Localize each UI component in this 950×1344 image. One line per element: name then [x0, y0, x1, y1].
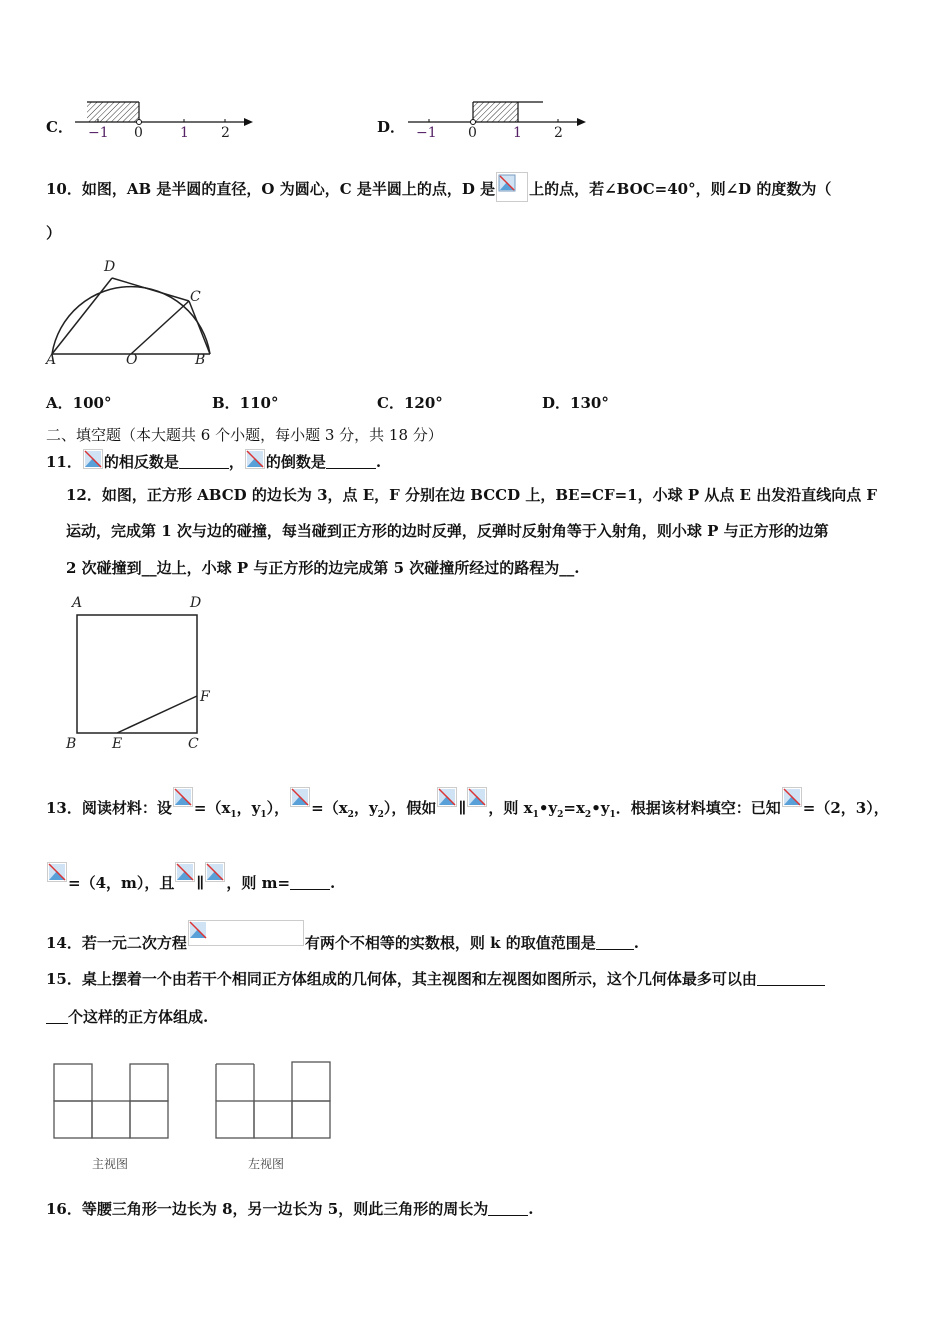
option-c-label: C．: [46, 118, 73, 136]
question-12-line2: 运动，完成第 1 次与边的碰撞，每当碰到正方形的边时反弹，反弹时反射角等于入射角，则小球 P 与正方形的边第: [66, 522, 829, 540]
broken-image-icon: [437, 787, 457, 807]
option-d-label: D．: [377, 118, 406, 136]
subscript: 1: [260, 810, 267, 820]
tick-label: 2: [221, 125, 230, 141]
tick-label: 1: [180, 125, 189, 141]
text: =x: [563, 799, 585, 817]
text: •y: [538, 799, 558, 817]
subscript: 1: [230, 810, 237, 820]
point-label-a: A: [72, 595, 83, 611]
question-11-part2: ，: [228, 453, 244, 471]
option-a: A．100°: [46, 394, 112, 412]
question-10-line1: [46, 172, 831, 202]
point-label-b: B: [66, 736, 77, 752]
broken-image-icon: [467, 787, 487, 807]
question-13-line1: [46, 787, 889, 826]
text: 15．桌上摆着一个由若干个相同正方体组成的几何体，其主视图和左视图如图所示，这个几何体最多可以由: [46, 970, 757, 988]
question-number: 11．: [46, 453, 82, 471]
subscript: 2: [347, 810, 354, 820]
subscript: 1: [609, 810, 616, 820]
question-10-text-b: 上的点，若∠BOC=40°，则∠D 的度数为（: [529, 180, 832, 198]
text: .: [330, 874, 336, 892]
point-label-a: A: [46, 352, 57, 368]
left-view-figure: [212, 1060, 334, 1140]
answer-blank[interactable]: [290, 875, 330, 890]
question-14: [46, 920, 639, 954]
tick-label: −1: [88, 125, 109, 141]
front-view-caption: 主视图: [92, 1157, 129, 1171]
answer-blank[interactable]: [326, 454, 376, 469]
text: •y: [591, 799, 610, 817]
broken-image-icon: [173, 787, 193, 807]
point-label-b: B: [195, 352, 206, 368]
broken-image-icon: [245, 449, 265, 469]
text: =（x: [193, 799, 231, 817]
broken-image-icon: [188, 920, 304, 946]
question-10-text-a: 10．如图，AB 是半圆的直径，O 为圆心，C 是半圆上的点，D 是: [46, 180, 496, 198]
tick-label: 1: [513, 125, 522, 141]
broken-image-icon: [290, 787, 310, 807]
text: 有两个不相等的实数根，则 k 的取值范围是: [304, 934, 596, 952]
front-view-figure: [50, 1060, 170, 1140]
text: =（4，m），且: [68, 874, 175, 892]
text: ，则 x: [488, 799, 533, 817]
question-12-line1: 12．如图，正方形 ABCD 的边长为 3，点 E，F 分别在边 BCCD 上，BE=CF=1，小球 P 从点 E 出发沿直线向点 F: [66, 486, 878, 504]
subscript: 2: [377, 810, 384, 820]
text: ，y: [353, 799, 378, 817]
broken-image-icon: [175, 862, 195, 882]
subscript: 2: [557, 810, 564, 820]
tick-label: 2: [554, 125, 563, 141]
text: ，则 m=: [226, 874, 291, 892]
text: ），假如: [383, 799, 437, 817]
text: ，y: [236, 799, 261, 817]
text: 个这样的正方体组成.: [68, 1008, 209, 1026]
question-11: [46, 449, 381, 473]
point-label-e: E: [112, 736, 123, 752]
text: ．根据该材料填空：已知: [615, 799, 781, 817]
text: 13．阅读材料：设: [46, 799, 172, 817]
option-c: C．120°: [377, 394, 443, 412]
broken-image-icon: [782, 787, 802, 807]
shaded-region: [473, 102, 518, 122]
question-11-part1: 的相反数是: [103, 453, 179, 471]
question-16: [46, 1198, 533, 1220]
option-b: B．110°: [212, 394, 279, 412]
question-11-end: .: [375, 453, 382, 471]
square-figure: [70, 608, 210, 743]
subscript: 2: [584, 810, 592, 820]
shaded-region: [87, 102, 139, 122]
text: ∥: [196, 874, 205, 892]
text: =（x: [311, 799, 348, 817]
section-heading: 二、填空题（本大题共 6 个小题，每小题 3 分，共 18 分）: [46, 426, 443, 444]
tick-label: −1: [416, 125, 437, 141]
answer-blank[interactable]: [179, 454, 229, 469]
text: .: [633, 934, 639, 952]
text: =（2，3），: [802, 799, 889, 817]
answer-blank[interactable]: [596, 935, 634, 950]
option-d: D．130°: [542, 394, 609, 412]
point-label-d: D: [104, 259, 116, 275]
broken-image-icon: [205, 862, 225, 882]
broken-image-icon: [83, 449, 103, 469]
answer-blank[interactable]: [488, 1201, 528, 1216]
point-label-c: C: [190, 289, 201, 305]
point-label-c: C: [188, 736, 199, 752]
question-12-line3: 2 次碰撞到__边上，小球 P 与正方形的边完成第 5 次碰撞所经过的路程为__.: [66, 559, 580, 577]
question-11-part3: 的倒数是: [265, 453, 326, 471]
question-13-line2: [46, 862, 335, 894]
tick-label: 0: [134, 125, 143, 141]
point-label-d: D: [190, 595, 202, 611]
answer-blank[interactable]: [46, 1009, 68, 1024]
text: .: [528, 1200, 534, 1218]
tick-label: 0: [468, 125, 477, 141]
text: ），: [266, 799, 290, 817]
question-15-line1: [46, 968, 825, 990]
broken-image-icon: [496, 172, 528, 202]
answer-blank[interactable]: [757, 971, 825, 986]
question-10-text-c: ）: [46, 224, 62, 242]
left-view-caption: 左视图: [248, 1157, 285, 1171]
subscript: 1: [532, 810, 539, 820]
text: ∥: [458, 799, 467, 817]
question-15-line2: [46, 1006, 208, 1028]
point-label-f: F: [200, 689, 210, 705]
broken-image-icon: [47, 862, 67, 882]
point-label-o: O: [126, 352, 138, 368]
text: 14．若一元二次方程: [46, 934, 187, 952]
text: 16．等腰三角形一边长为 8，另一边长为 5，则此三角形的周长为: [46, 1200, 489, 1218]
